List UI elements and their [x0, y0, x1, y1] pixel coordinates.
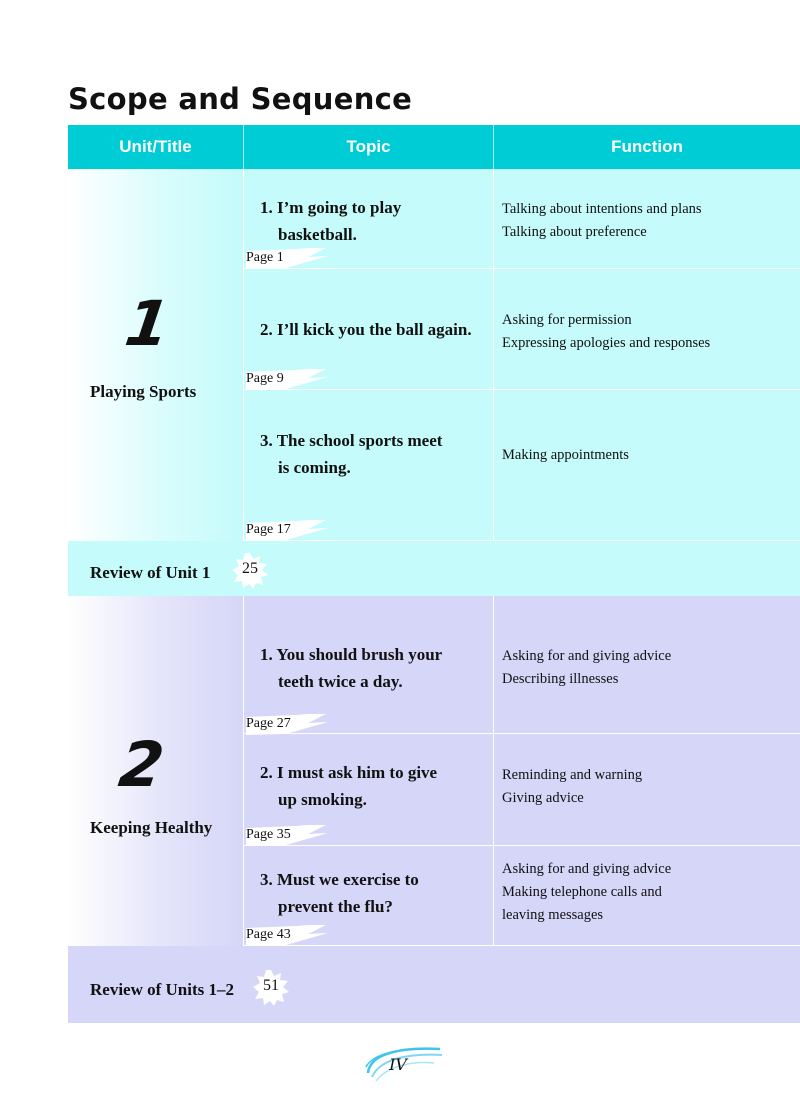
lesson-function-cell: [493, 596, 800, 734]
function-list: [502, 764, 642, 810]
header-unit-title: Unit/Title: [119, 137, 192, 156]
function-item: Talking about preference: [502, 224, 647, 240]
page-reference[interactable]: Page 9: [246, 369, 336, 391]
lesson-title[interactable]: 3. The school sports meet is coming.: [260, 431, 443, 477]
lesson-function-cell: [493, 390, 800, 541]
function-item: Asking for and giving advice: [502, 861, 672, 877]
header-topic: Topic: [243, 125, 493, 169]
page-reference[interactable]: Page 1: [246, 248, 336, 270]
function-item: Asking for permission: [502, 312, 632, 328]
function-list: [502, 444, 629, 467]
function-item: Giving advice: [502, 790, 584, 806]
lesson-topic-cell: [243, 734, 493, 846]
review-label[interactable]: Review of Units 1–2: [90, 980, 235, 999]
page-number-footer: [362, 1043, 446, 1085]
page-reference[interactable]: Page 27: [246, 714, 336, 736]
function-list: [502, 858, 671, 927]
review-row: [68, 541, 800, 596]
function-item: Making appointments: [502, 447, 629, 463]
lesson-topic-cell: [243, 596, 493, 734]
review-page-badge[interactable]: 25: [232, 553, 268, 589]
lesson-title[interactable]: 1. I’m going to play basketball.: [260, 198, 402, 244]
page-reference[interactable]: Page 43: [246, 925, 336, 947]
lesson-function-cell: [493, 269, 800, 390]
unit-number: 1: [120, 287, 175, 360]
function-item: leaving messages: [502, 907, 604, 923]
unit-1-section: [68, 169, 800, 596]
function-list: [502, 645, 671, 691]
page-reference[interactable]: Page 35: [246, 825, 336, 847]
lesson-topic-cell: [243, 846, 493, 946]
lesson-title[interactable]: 2. I must ask him to give up smoking.: [260, 763, 438, 809]
lesson-title[interactable]: 1. You should brush your teeth twice a day.: [260, 645, 443, 691]
header-function: Function: [493, 125, 800, 169]
lesson-function-cell: [493, 846, 800, 946]
lesson-function-cell: [493, 169, 800, 269]
function-item: Expressing apologies and responses: [502, 335, 711, 351]
function-item: Talking about intentions and plans: [502, 201, 702, 217]
unit-2-section: [68, 596, 800, 1023]
page-title: Scope and Sequence: [68, 82, 413, 116]
unit-number: 2: [114, 728, 169, 801]
unit-column: [68, 596, 243, 946]
unit-column: [68, 169, 243, 541]
lesson-topic-cell: [243, 390, 493, 541]
review-label[interactable]: Review of Unit 1: [90, 563, 211, 582]
function-item: Asking for and giving advice: [502, 648, 672, 664]
lesson-function-cell: [493, 734, 800, 846]
lesson-title[interactable]: 3. Must we exercise to prevent the flu?: [260, 870, 419, 916]
review-page-badge[interactable]: 51: [253, 970, 289, 1006]
function-item: Making telephone calls and: [502, 884, 662, 900]
lesson-title[interactable]: 2. I’ll kick you the ball again.: [260, 320, 472, 339]
review-row: [68, 958, 800, 1013]
lesson-topic-cell: [243, 169, 493, 269]
table-header: [68, 125, 800, 169]
unit-name: Playing Sports: [90, 382, 197, 401]
function-item: Reminding and warning: [502, 767, 643, 783]
function-list: [502, 309, 710, 355]
lesson-topic-cell: [243, 269, 493, 390]
unit-name: Keeping Healthy: [90, 818, 213, 837]
function-item: Describing illnesses: [502, 671, 619, 687]
function-list: [502, 198, 702, 244]
page-reference[interactable]: Page 17: [246, 520, 336, 542]
page-number: IV: [389, 1055, 407, 1074]
